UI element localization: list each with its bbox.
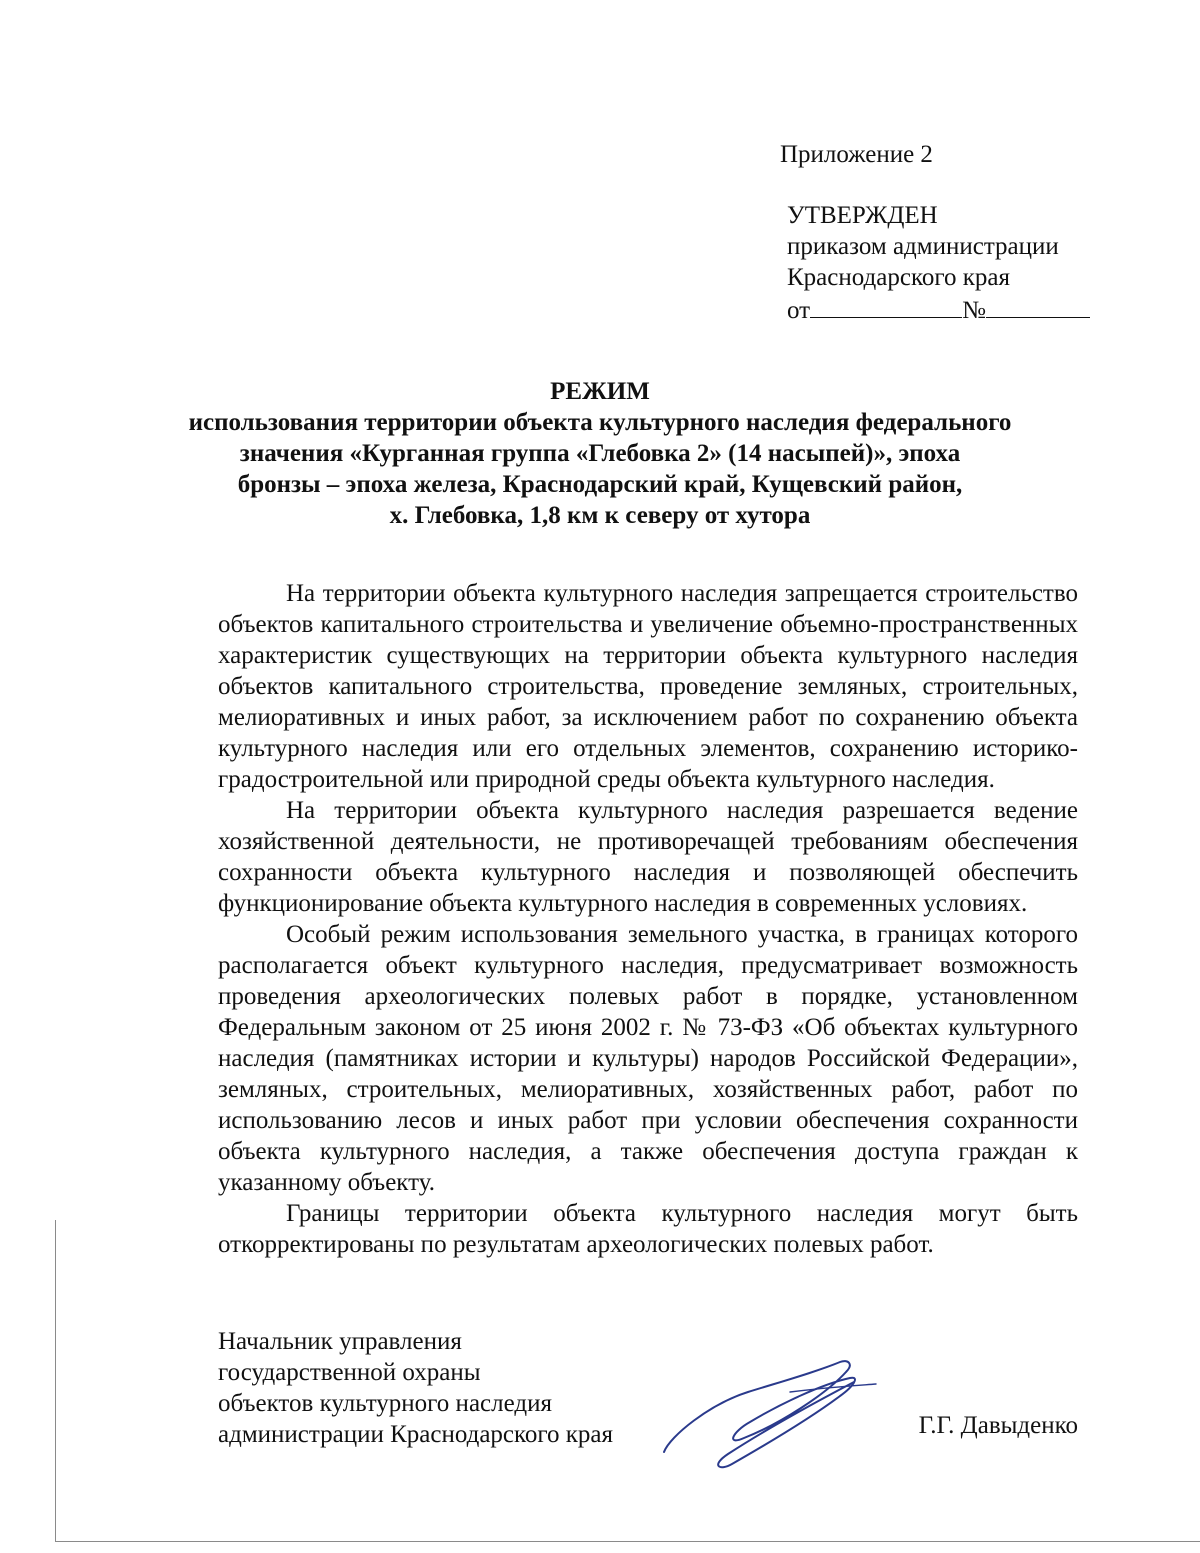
- signatory-title-line: администрации Краснодарского края: [218, 1421, 614, 1448]
- approval-line-2: Краснодарского края: [787, 264, 1010, 291]
- approval-date-line: [787, 293, 1107, 326]
- signatory-title-line: государственной охраны: [218, 1359, 481, 1386]
- date-blank: [810, 293, 962, 318]
- subtitle-line: бронзы – эпоха железа, Краснодарский край, Кущевский район,: [237, 471, 963, 498]
- body-paragraph: На территории объекта культурного наследия запрещается строительство объектов капитального строительства и увеличение объемно-пространственных характеристик существующих на территории объекта культурного наследия объектов капитального строительства, проведение земляных, строительных, мелиоративных и иных работ, за исключением работ по сохранению объекта культурного наследия или его отдельных элементов, сохранению историко-градостроительной или природной среды объекта культурного наследия.: [218, 580, 1078, 793]
- approval-heading: УТВЕРЖДЕН: [787, 202, 938, 229]
- number-blank: [986, 293, 1090, 318]
- approval-block: [787, 200, 1107, 326]
- page-edge-bottom: [55, 1541, 1200, 1542]
- document-subtitle: [150, 407, 1050, 531]
- signatory-title: [218, 1326, 638, 1450]
- subtitle-line: использования территории объекта культурного наследия федерального: [188, 409, 1012, 436]
- signatory-title-line: Начальник управления: [218, 1328, 462, 1355]
- approval-line-1: приказом администрации: [787, 233, 1059, 260]
- document-title: РЕЖИМ: [550, 378, 650, 405]
- signatory-title-line: объектов культурного наследия: [218, 1390, 552, 1417]
- document-body: [218, 578, 1078, 1260]
- subtitle-line: х. Глебовка, 1,8 км к северу от хутора: [389, 502, 811, 529]
- date-prefix: от: [787, 297, 811, 324]
- signer-name: Г.Г. Давыденко: [918, 1412, 1078, 1439]
- body-paragraph: Границы территории объекта культурного наследия могут быть откорректированы по результатам археологических полевых работ.: [218, 1200, 1078, 1258]
- body-paragraph: Особый режим использования земельного участка, в границах которого располагается объект культурного наследия, предусматривает возможность проведения археологических полевых работ в порядке, установленном Федеральным законом от 25 июня 2002 г. № 73-ФЗ «Об объектах культурного наследия (памятниках истории и культуры) народов Российской Федерации», земляных, строительных, мелиоративных, хозяйственных работ, работ по использованию лесов и иных работ при условии обеспечения сохранности объекта культурного наследия, а также обеспечения доступа граждан к указанному объекту.: [218, 921, 1078, 1196]
- page-edge-left: [55, 1220, 56, 1542]
- body-paragraph: На территории объекта культурного наследия разрешается ведение хозяйственной деятельности, не противоречащей требованиям обеспечения сохранности объекта культурного наследия и позволяющей обеспечить функционирование объекта культурного наследия в современных условиях.: [218, 797, 1078, 917]
- subtitle-line: значения «Курганная группа «Глебовка 2» (14 насыпей)», эпоха: [239, 440, 961, 467]
- number-prefix: №: [962, 297, 986, 324]
- appendix-label: Приложение 2: [780, 141, 933, 168]
